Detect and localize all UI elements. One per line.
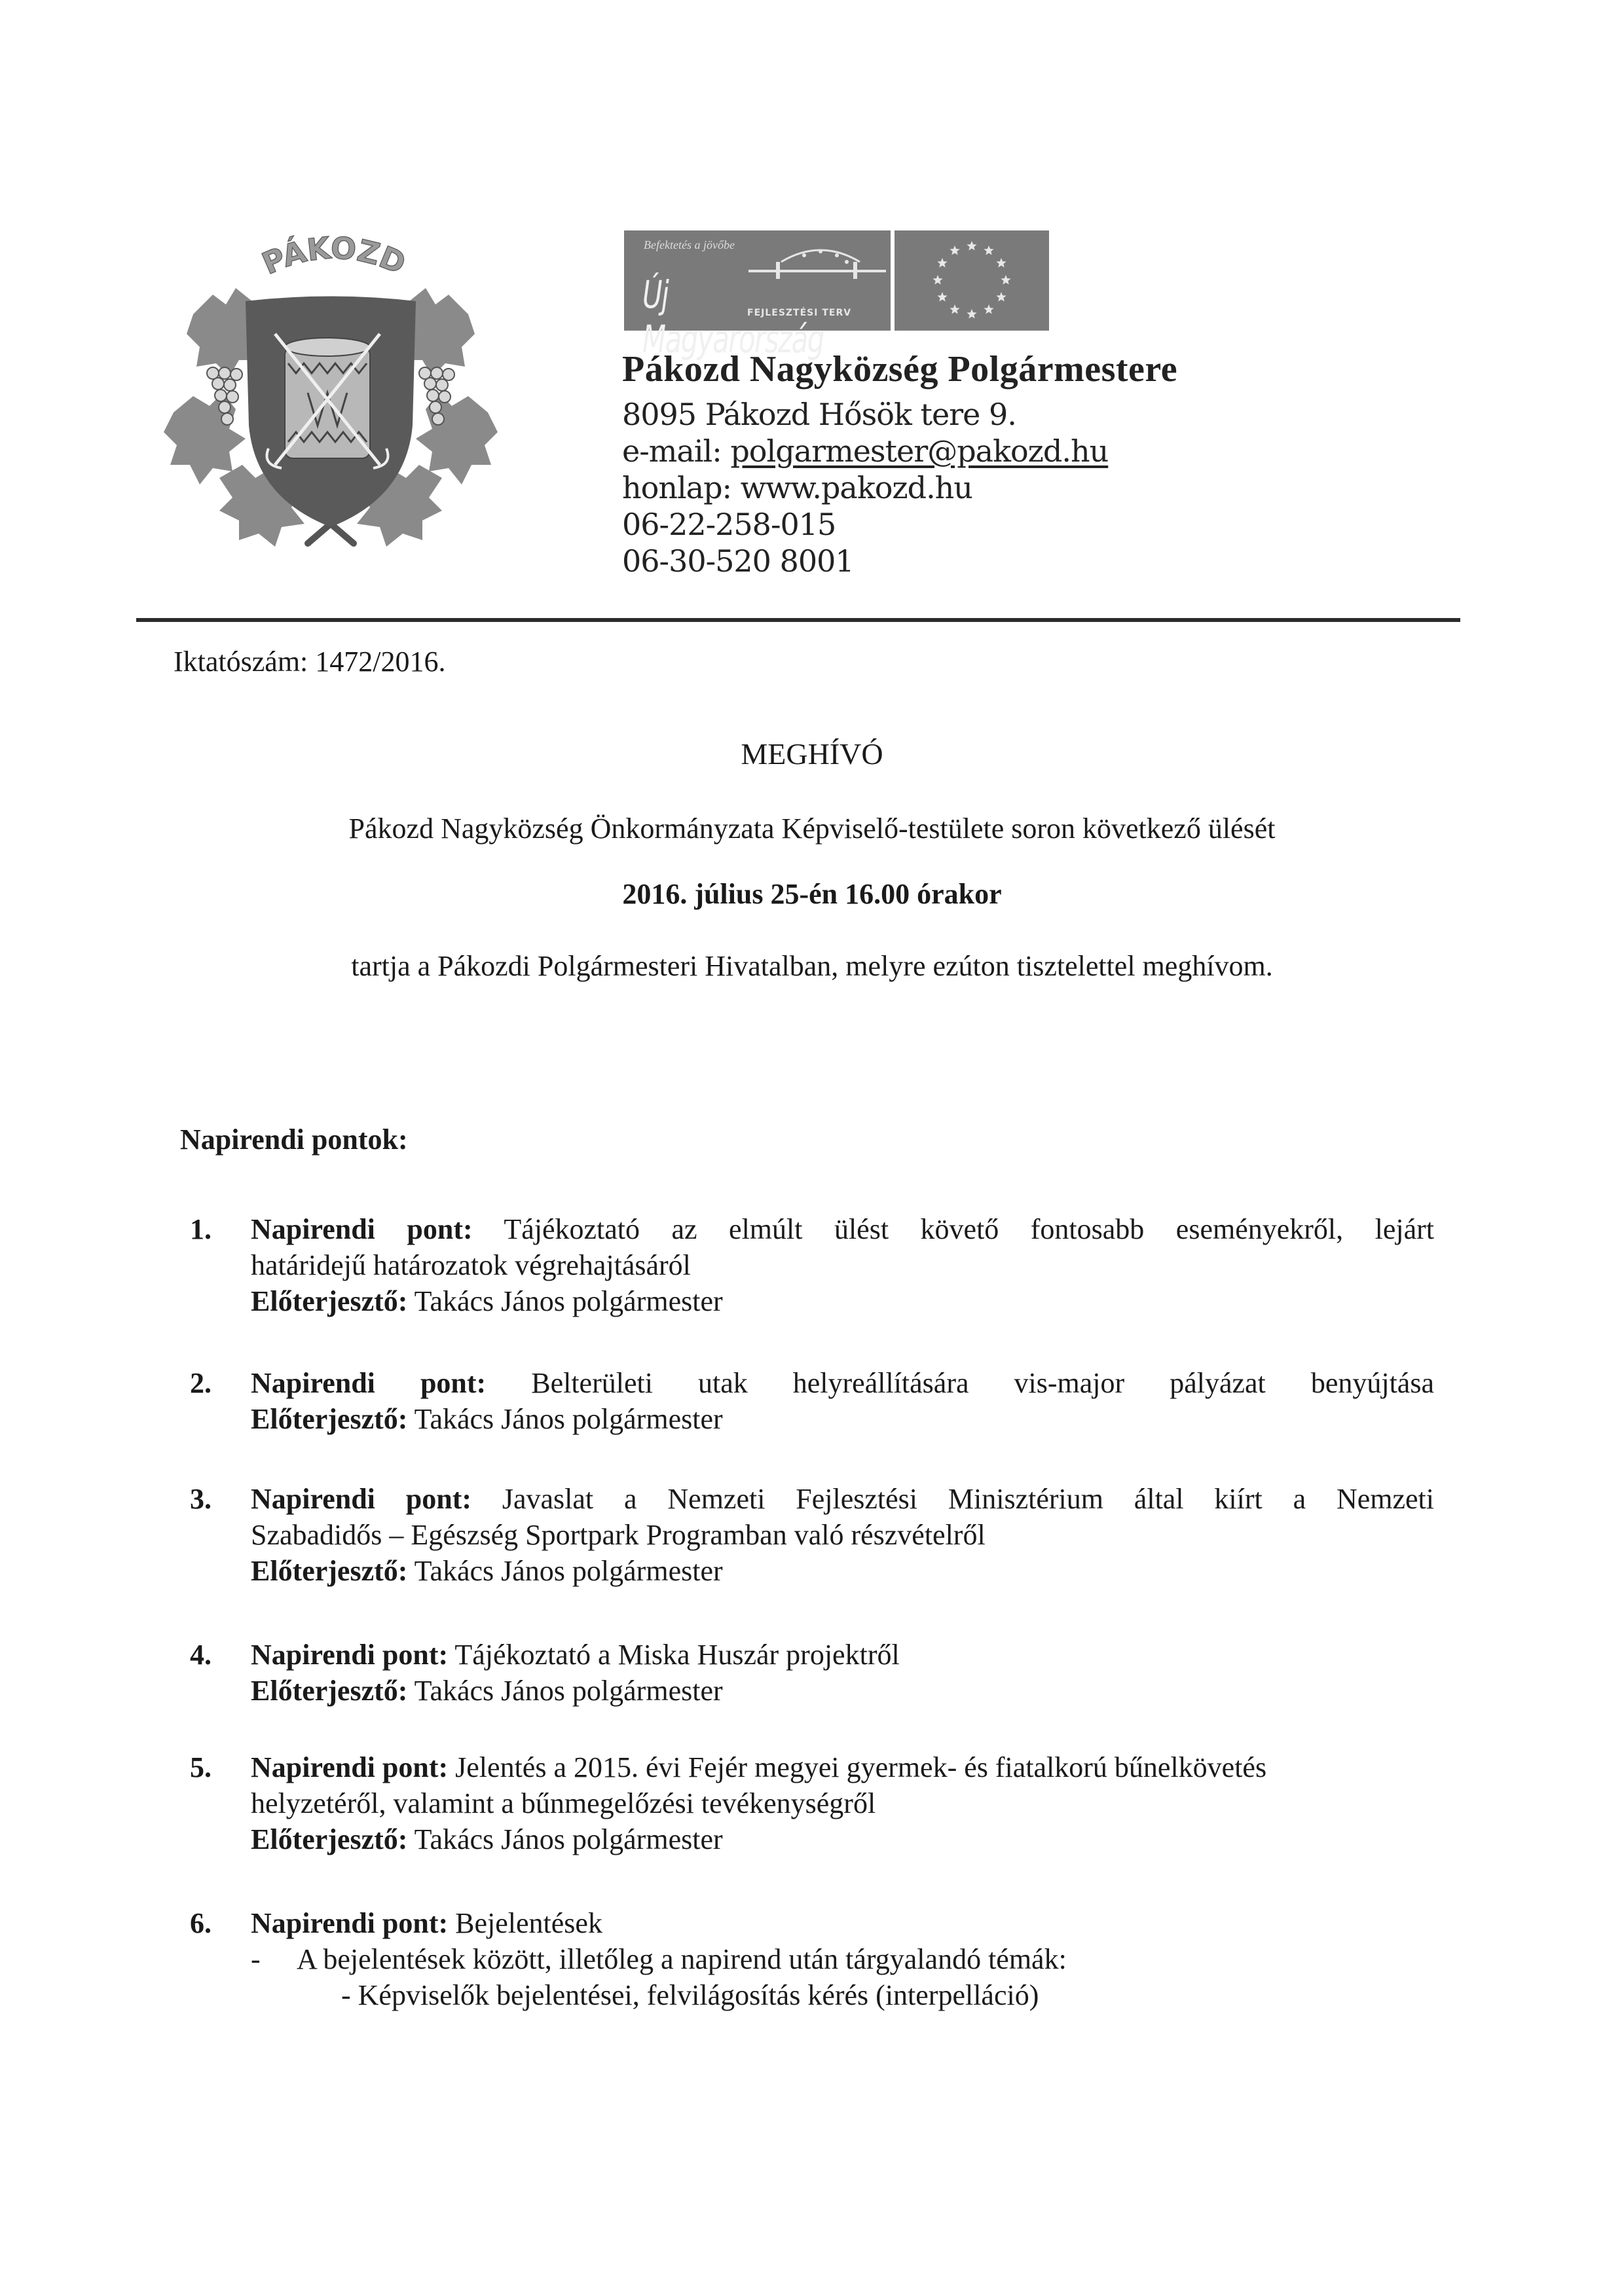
agenda-item: [190, 1365, 1434, 1437]
presenter-name: Takács János polgármester: [414, 1555, 723, 1587]
banner-subtitle: FEJLESZTÉSI TERV: [747, 308, 852, 318]
agenda-item-text: Tájékoztató az elmúlt ülést követő fontosabb eseményekről, lejárt: [504, 1213, 1434, 1245]
invitation-intro: Pákozd Nagyközség Önkormányzata Képviselő-testülete soron következő ülését: [348, 812, 1276, 845]
presenter-name: Takács János polgármester: [414, 1285, 723, 1317]
registration-number: Iktatószám: 1472/2016.: [174, 646, 446, 678]
email-line: [622, 433, 1108, 469]
phone-1: 06-22-258-015: [622, 507, 836, 542]
presenter-label: Előterjesztő:: [251, 1823, 408, 1855]
agenda-item-number: 1.: [190, 1213, 212, 1245]
eu-flag-icon: [895, 230, 1049, 331]
presenter-label: Előterjesztő:: [251, 1403, 408, 1435]
presenter-name: Takács János polgármester: [414, 1823, 723, 1855]
agenda-subitem-text: A bejelentések között, illetőleg a napirend után tárgyalandó témák:: [297, 1943, 1067, 1975]
office-title: Pákozd Nagyközség Polgármestere: [622, 349, 1178, 390]
presenter-line: [251, 1553, 1434, 1589]
document-title: MEGHÍVÓ: [741, 737, 883, 771]
agenda-item-text: Szabadidős – Egészség Sportpark Programban való részvételről: [251, 1519, 986, 1551]
point-label: Napirendi pont:: [251, 1367, 487, 1399]
agenda-item: [190, 1637, 1434, 1709]
agenda-subitem: [251, 1941, 1434, 1977]
agenda-item-number: 2.: [190, 1367, 212, 1399]
point-label: Napirendi pont:: [251, 1213, 473, 1245]
agenda-item-line: [251, 1211, 1434, 1247]
agenda-item-line: [251, 1481, 1434, 1517]
presenter-label: Előterjesztő:: [251, 1285, 408, 1317]
website-label: honlap:: [622, 470, 741, 505]
agenda-item-text: Bejelentések: [455, 1907, 602, 1939]
agenda-heading: Napirendi pontok:: [180, 1123, 408, 1156]
agenda-item-line: [251, 1365, 1434, 1401]
agenda-item-line: [251, 1637, 1434, 1673]
agenda-item-text: Tájékoztató a Miska Huszár projektről: [454, 1639, 900, 1671]
agenda-item-text: Jelentés a 2015. évi Fejér megyei gyermek- és fiatalkorú bűnelkövetés: [455, 1751, 1267, 1783]
agenda-item-text: határidejű határozatok végrehajtásáról: [251, 1249, 691, 1281]
presenter-label: Előterjesztő:: [251, 1675, 408, 1707]
presenter-name: Takács János polgármester: [414, 1675, 723, 1707]
crest-name-lettering: [255, 226, 413, 285]
agenda-item-number: 3.: [190, 1483, 212, 1515]
presenter-line: [251, 1401, 1434, 1437]
meeting-location: tartja a Pákozdi Polgármesteri Hivatalban, melyre ezúton tisztelettel meghívom.: [351, 950, 1273, 982]
point-label: Napirendi pont:: [251, 1751, 449, 1783]
point-label: Napirendi pont:: [251, 1907, 449, 1939]
svg-text:PÁKOZD: [257, 230, 411, 282]
header-divider: [136, 618, 1460, 622]
agenda-item: [190, 1749, 1434, 1857]
email-label: e-mail:: [622, 433, 731, 469]
agenda-item-text: helyzetéről, valamint a bűnmegelőzési tevékenységről: [251, 1787, 876, 1819]
agenda-item-line: [251, 1749, 1434, 1785]
point-label: Napirendi pont:: [251, 1639, 449, 1671]
point-label: Napirendi pont:: [251, 1483, 472, 1515]
presenter-name: Takács János polgármester: [414, 1403, 723, 1435]
office-address: 8095 Pákozd Hősök tere 9.: [622, 397, 1016, 432]
website-url: www.pakozd.hu: [740, 470, 972, 505]
crest-name-text: PÁKOZD: [257, 230, 411, 282]
agenda-item-line: [251, 1905, 1434, 1941]
email-link[interactable]: polgarmester@pakozd.hu: [730, 433, 1109, 469]
website-line: [622, 470, 972, 505]
phone-2: 06-30-520 8001: [622, 543, 854, 579]
agenda-item: [190, 1905, 1434, 2013]
agenda-item-number: 6.: [190, 1907, 212, 1939]
agenda-item-number: 5.: [190, 1751, 212, 1783]
agenda-item-text: Belterületi utak helyreállítására vis-major pályázat benyújtása: [531, 1367, 1434, 1399]
banner-tagline: Befektetés a jövőbe: [644, 238, 735, 251]
presenter-label: Előterjesztő:: [251, 1555, 408, 1587]
banner-title: Új Magyarország: [642, 272, 824, 361]
agenda-item-text: Javaslat a Nemzeti Fejlesztési Minisztérium által kiírt a Nemzeti: [502, 1483, 1434, 1515]
agenda-item-number: 4.: [190, 1639, 212, 1671]
presenter-line: [251, 1673, 1434, 1709]
presenter-line: [251, 1283, 1434, 1319]
presenter-line: [251, 1821, 1434, 1857]
dash-bullet: -: [251, 1943, 261, 1975]
uj-magyarorszag-logo: [624, 230, 891, 361]
agenda-item: [190, 1211, 1434, 1319]
agenda-item: [190, 1481, 1434, 1589]
meeting-datetime: 2016. július 25-én 16.00 órakor: [622, 878, 1002, 910]
agenda-subsubitem: - Képviselők bejelentései, felvilágosítás kérés (interpelláció): [341, 1979, 1039, 2011]
